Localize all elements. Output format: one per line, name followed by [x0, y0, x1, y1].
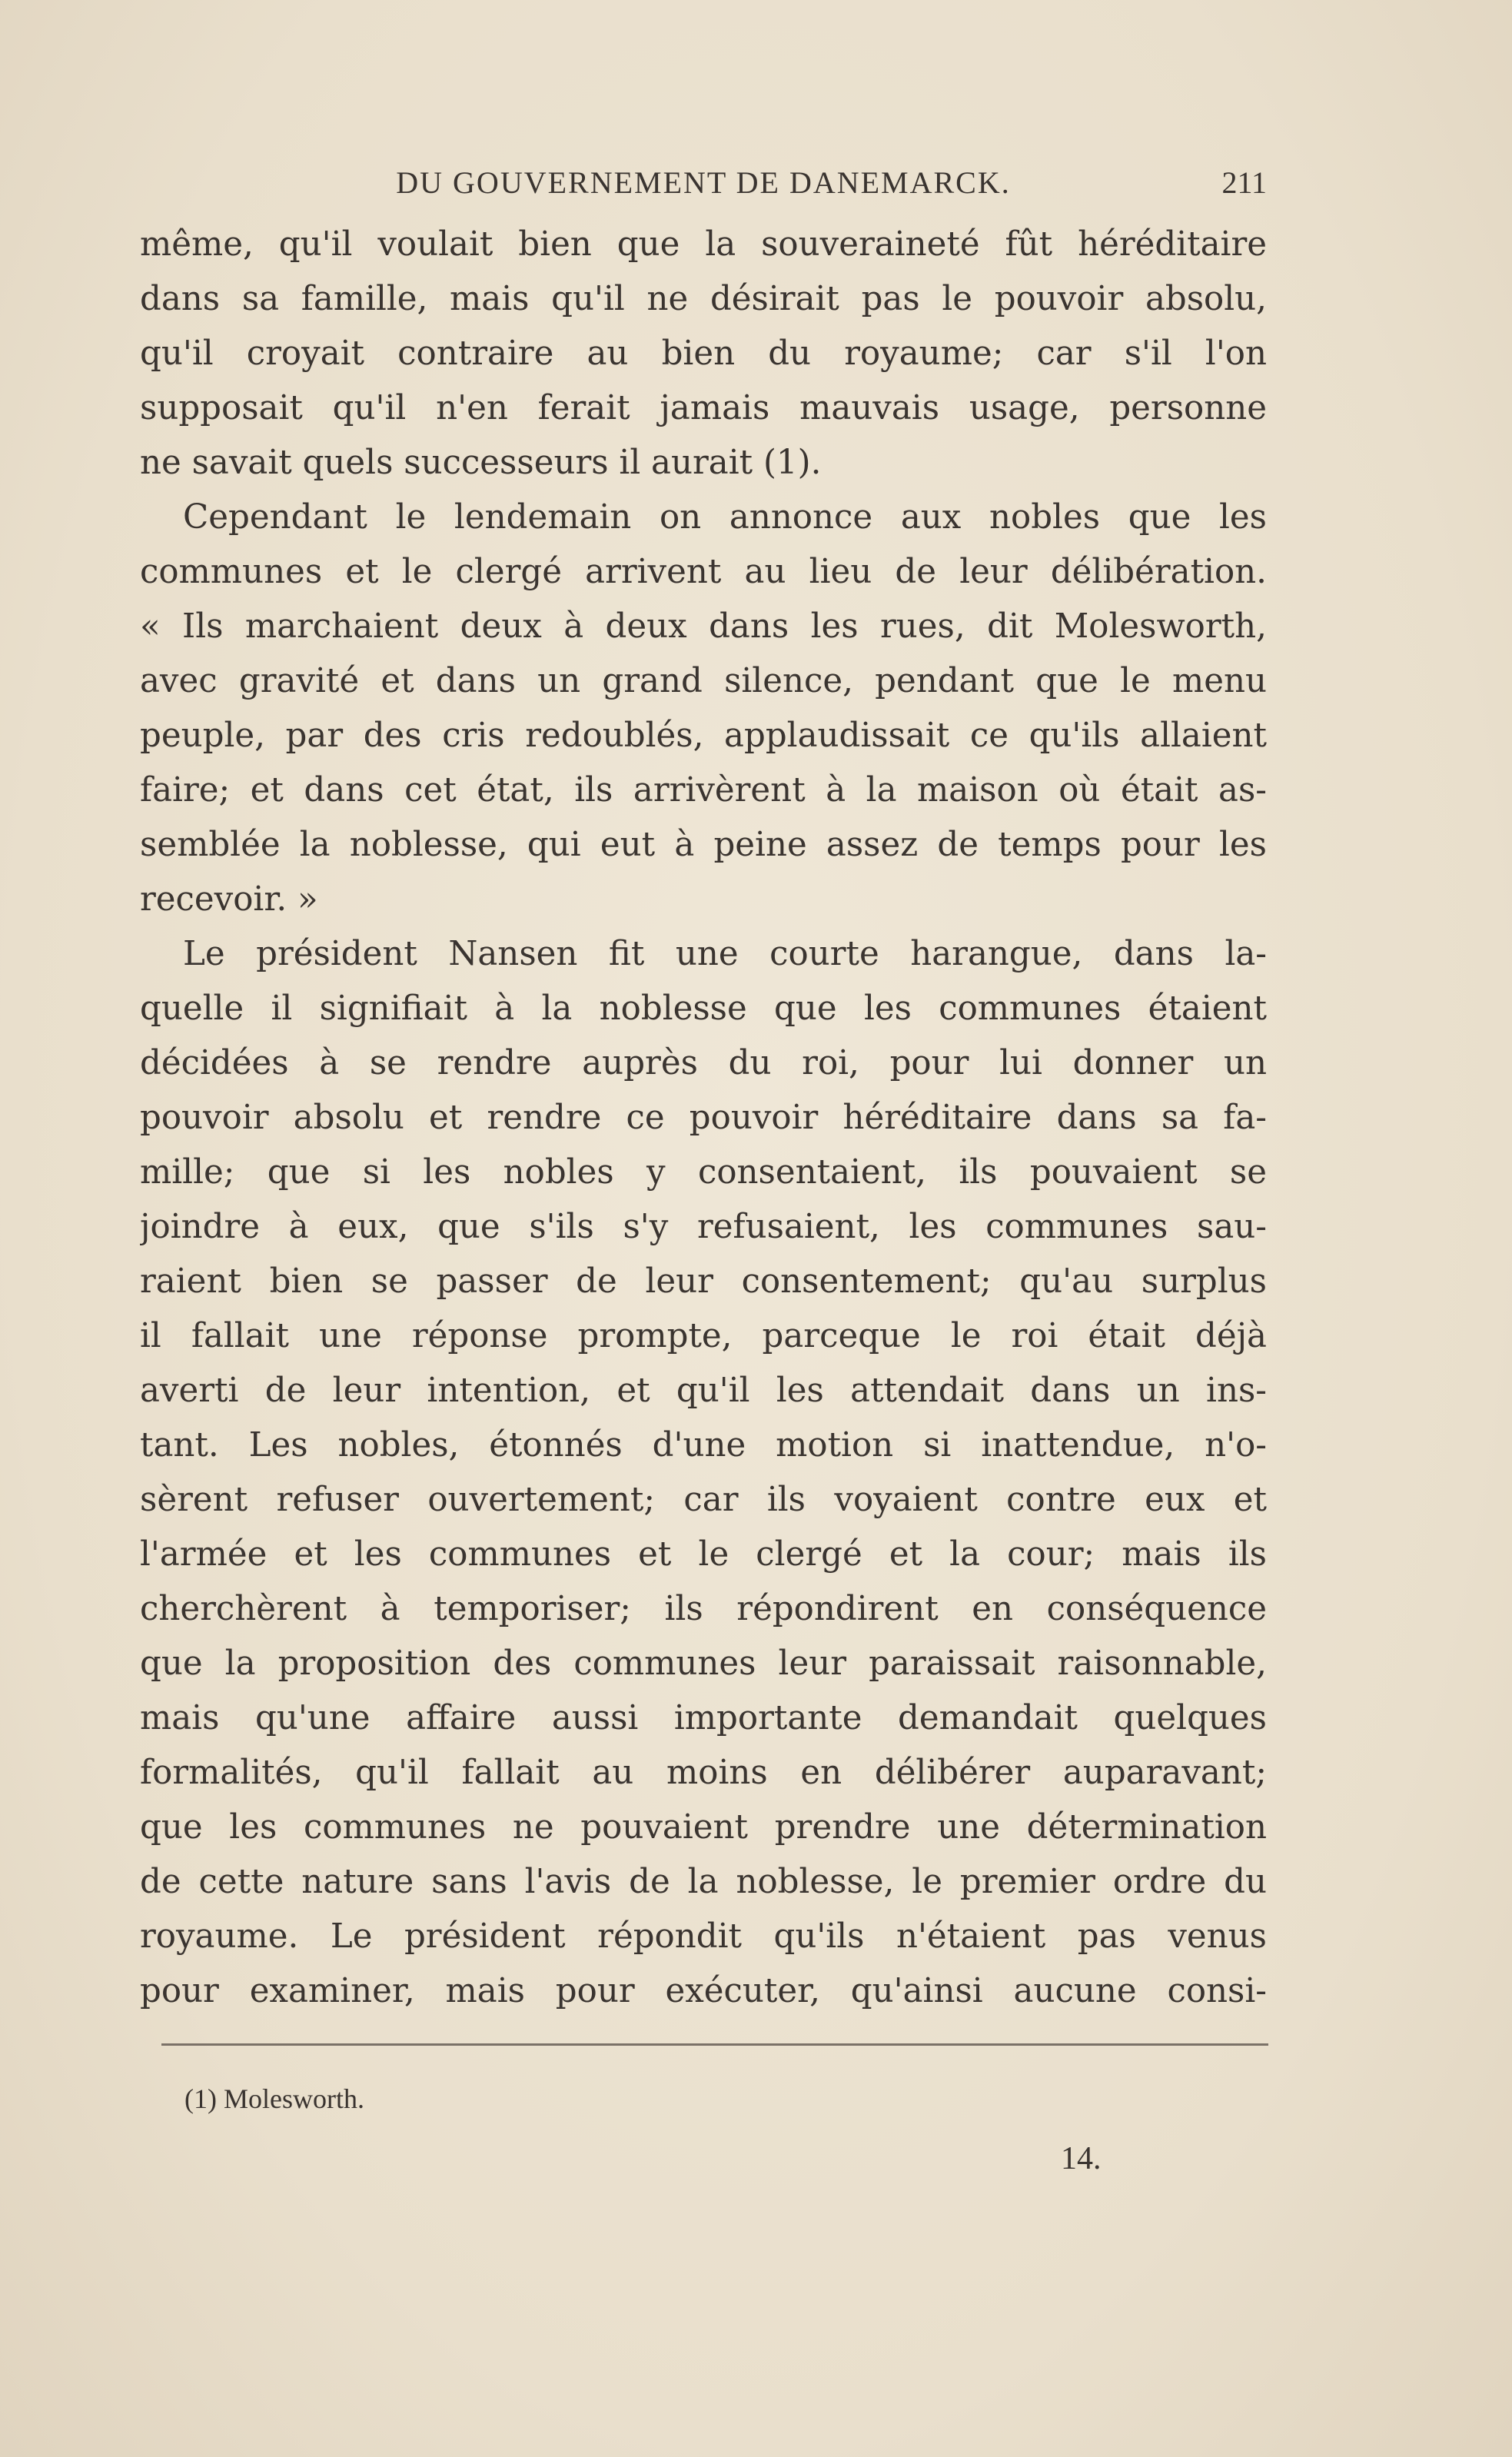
text-line: l'armée et les communes et le clergé et la cour; mais ils [140, 1535, 1267, 1574]
text-line: pour examiner, mais pour exécuter, qu'ainsi aucune consi- [140, 1972, 1267, 2010]
footnote-divider [161, 2043, 1268, 2046]
text-line: joindre à eux, que s'ils s'y refusaient, les communes sau- [140, 1208, 1267, 1246]
text-line: royaume. Le président répondit qu'ils n'étaient pas venus [140, 1917, 1267, 1956]
text-line: décidées à se rendre auprès du roi, pour lui donner un [140, 1044, 1267, 1082]
text-line: ne savait quels successeurs il aurait (1). [140, 444, 822, 482]
text-line: Cependant le lendemain on annonce aux nobles que les [183, 498, 1267, 537]
page-number: 211 [1221, 165, 1267, 200]
text-line: sèrent refuser ouvertement; car ils voyaient contre eux et [140, 1481, 1267, 1519]
text-line: semblée la noblesse, qui eut à peine assez de temps pour les [140, 826, 1267, 864]
text-line: averti de leur intention, et qu'il les attendait dans un ins- [140, 1371, 1267, 1410]
text-line: que les communes ne pouvaient prendre une détermination [140, 1808, 1267, 1847]
text-line: raient bien se passer de leur consentement; qu'au surplus [140, 1262, 1267, 1301]
text-line: même, qu'il voulait bien que la souveraineté fût héréditaire [140, 225, 1267, 264]
text-line: communes et le clergé arrivent au lieu de leur délibération. [140, 553, 1267, 591]
text-line: formalités, qu'il fallait au moins en délibérer auparavant; [140, 1754, 1267, 1792]
text-line: mille; que si les nobles y consentaient, ils pouvaient se [140, 1153, 1267, 1192]
text-line: dans sa famille, mais qu'il ne désirait pas le pouvoir absolu, [140, 280, 1267, 318]
text-line: supposait qu'il n'en ferait jamais mauvais usage, personne [140, 389, 1267, 427]
text-line: avec gravité et dans un grand silence, pendant que le menu [140, 662, 1267, 700]
text-line: pouvoir absolu et rendre ce pouvoir héréditaire dans sa fa- [140, 1099, 1267, 1137]
text-line: faire; et dans cet état, ils arrivèrent à la maison où était as- [140, 771, 1267, 810]
footnote: (1) Molesworth. [184, 2083, 364, 2114]
body-text [140, 218, 1267, 2019]
text-line: qu'il croyait contraire au bien du royaume; car s'il l'on [140, 334, 1267, 373]
text-line: quelle il signifiait à la noblesse que les communes étaient [140, 989, 1267, 1028]
text-line: recevoir. » [140, 880, 318, 919]
text-line: que la proposition des communes leur paraissait raisonnable, [140, 1644, 1267, 1683]
running-title: DU GOUVERNEMENT DE DANEMARCK. [396, 165, 1011, 200]
text-line: cherchèrent à temporiser; ils répondirent en conséquence [140, 1590, 1267, 1628]
text-line: de cette nature sans l'avis de la noblesse, le premier ordre du [140, 1863, 1267, 1901]
text-line: peuple, par des cris redoublés, applaudissait ce qu'ils allaient [140, 716, 1267, 755]
text-line: « Ils marchaient deux à deux dans les rues, dit Molesworth, [140, 607, 1267, 646]
text-line: Le président Nansen fit une courte harangue, dans la- [183, 935, 1267, 973]
signature-mark: 14. [1061, 2141, 1102, 2176]
text-line: tant. Les nobles, étonnés d'une motion si inattendue, n'o- [140, 1426, 1267, 1465]
text-line: mais qu'une affaire aussi importante demandait quelques [140, 1699, 1267, 1737]
text-line: il fallait une réponse prompte, parceque le roi était déjà [140, 1317, 1267, 1355]
page-header [140, 160, 1267, 206]
